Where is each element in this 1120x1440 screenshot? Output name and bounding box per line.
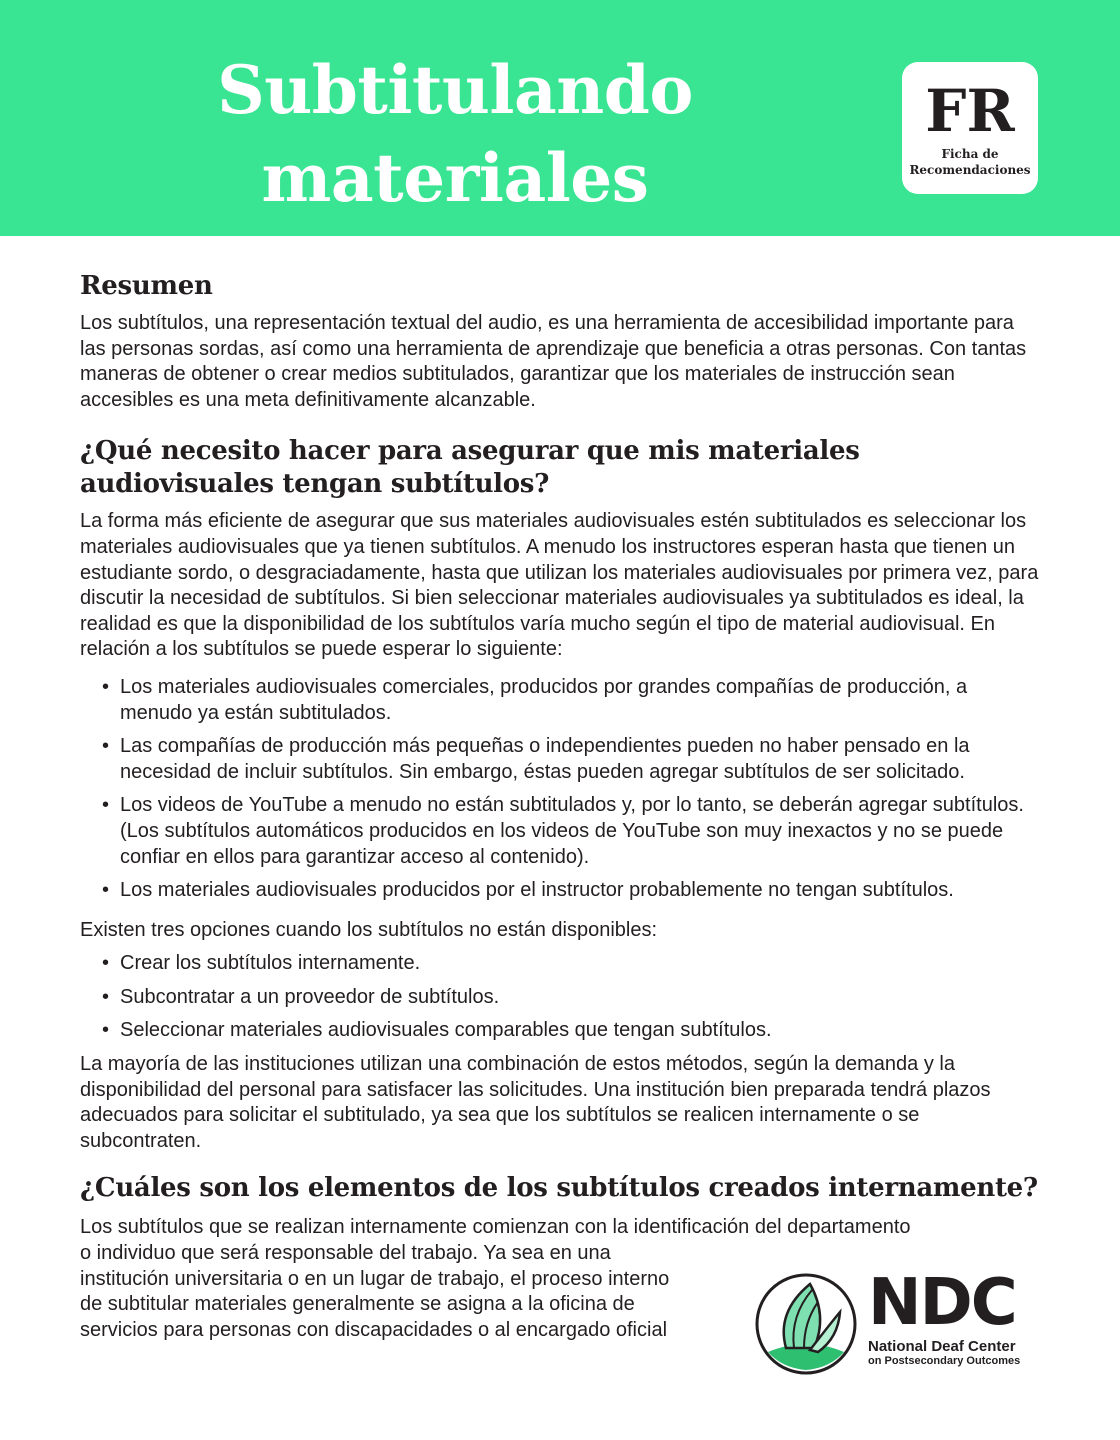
bullet-icon: • xyxy=(102,794,110,817)
list-item: • Seleccionar materiales audiovisuales comparables que tengan subtítulos. xyxy=(80,1018,1040,1044)
logo-subtitle: on Postsecondary Outcomes xyxy=(868,1355,1021,1367)
badge-code: FR xyxy=(925,77,1015,145)
list-item: • Los videos de YouTube a menudo no están subtitulados y, por lo tanto, se deberán agregar subtítulos. (Los subtítulos automáticos producidos en los videos de YouTube son muy inexactos y no se puede confiar en ellos para garantizar acceso al contenido). xyxy=(102,794,1024,868)
bullet-icon: • xyxy=(102,735,110,758)
media-availability-list xyxy=(80,675,1040,904)
summary-heading: Resumen xyxy=(80,271,213,301)
ndc-leaf-logo-icon xyxy=(754,1272,858,1376)
logo-abbreviation: NDC xyxy=(868,1266,1016,1340)
question1-heading: ¿Qué necesito hacer para asegurar que mis materiales audiovisuales tengan subtítulos? xyxy=(80,436,860,500)
ndc-logo xyxy=(754,1266,1044,1374)
text-line: servicios para personas con discapacidades o al encargado oficial xyxy=(80,1318,668,1341)
bullet-icon: • xyxy=(102,879,110,902)
options-paragraph: La mayoría de las instituciones utilizan una combinación de estos métodos, según la demanda y la disponibilidad del personal para satisfacer las solicitudes. Una institución bien preparada tendrá plazos adecuados para solicitar el subtitulado, ya sea que los subtítulos se realicen internamente o se subcontraten. xyxy=(80,1053,991,1152)
text-line: institución universitaria o en un lugar de trabajo, el proceso interno xyxy=(80,1267,670,1290)
list-item: • Subcontratar a un proveedor de subtítulos. xyxy=(80,985,1040,1011)
list-item: • Los materiales audiovisuales comerciales, producidos por grandes compañías de producción, a menudo ya están subtitulados. xyxy=(102,675,968,724)
text-line: Los subtítulos que se realizan internamente comienzan con la identificación del departamento xyxy=(80,1216,911,1239)
list-item: • Los materiales audiovisuales producidos por el instructor probablemente no tengan subtítulos. xyxy=(80,878,1040,904)
question2-heading: ¿Cuáles son los elementos de los subtítulos creados internamente? xyxy=(80,1173,1038,1204)
options-intro: Existen tres opciones cuando los subtítulos no están disponibles: xyxy=(80,918,658,941)
options-list xyxy=(80,951,1040,1044)
page-title xyxy=(150,46,760,222)
logo-name: National Deaf Center xyxy=(868,1338,1016,1355)
badge-label-line2: Recomendaciones xyxy=(909,163,1031,177)
page-title-line1: Subtitulando xyxy=(217,51,693,129)
bullet-icon: • xyxy=(102,985,110,1008)
badge-label xyxy=(905,146,1035,178)
bullet-icon: • xyxy=(102,675,110,698)
bullet-icon: • xyxy=(102,1019,110,1042)
logo-text xyxy=(868,1266,1021,1368)
badge-label-line1: Ficha de xyxy=(941,147,999,161)
list-item: • Crear los subtítulos internamente. xyxy=(80,951,1040,977)
text-line: de subtitular materiales generalmente se asigna a la oficina de xyxy=(80,1293,635,1316)
bullet-icon: • xyxy=(102,952,110,975)
page-title-line2: materiales xyxy=(261,139,649,217)
text-line: o individuo que será responsable del trabajo. Ya sea en una xyxy=(80,1242,611,1265)
question1-paragraph: La forma más eficiente de asegurar que sus materiales audiovisuales estén subtitulados es seleccionar los materiales audiovisuales que ya tienen subtítulos. A menudo los instructores esperan hasta que tienen un estudiante sordo, o desgraciadamente, hasta que utilizan los materiales audiovisuales por primera vez, para discutir la necesidad de subtítulos. Si bien seleccionar materiales audiovisuales ya subtitulados es ideal, la realidad es que la disponibilidad de los subtítulos varía mucho según el tipo de material audiovisual. En relación a los subtítulos se puede esperar lo siguiente: xyxy=(80,510,1039,661)
document-type-badge xyxy=(902,62,1038,194)
document-body xyxy=(80,264,1040,1343)
summary-paragraph: Los subtítulos, una representación textual del audio, es una herramienta de accesibilidad importante para las personas sordas, así como una herramienta de aprendizaje que beneficia a otras personas. Con tantas maneras de obtener o crear medios subtitulados, garantizar que los materiales de instrucción sean accesibles es una meta definitivamente alcanzable. xyxy=(80,312,1027,411)
header-banner xyxy=(0,0,1120,236)
list-item: • Las compañías de producción más pequeñas o independientes pueden no haber pensado en la necesidad de incluir subtítulos. Sin embargo, éstas pueden agregar subtítulos de ser solicitado. xyxy=(102,735,970,783)
